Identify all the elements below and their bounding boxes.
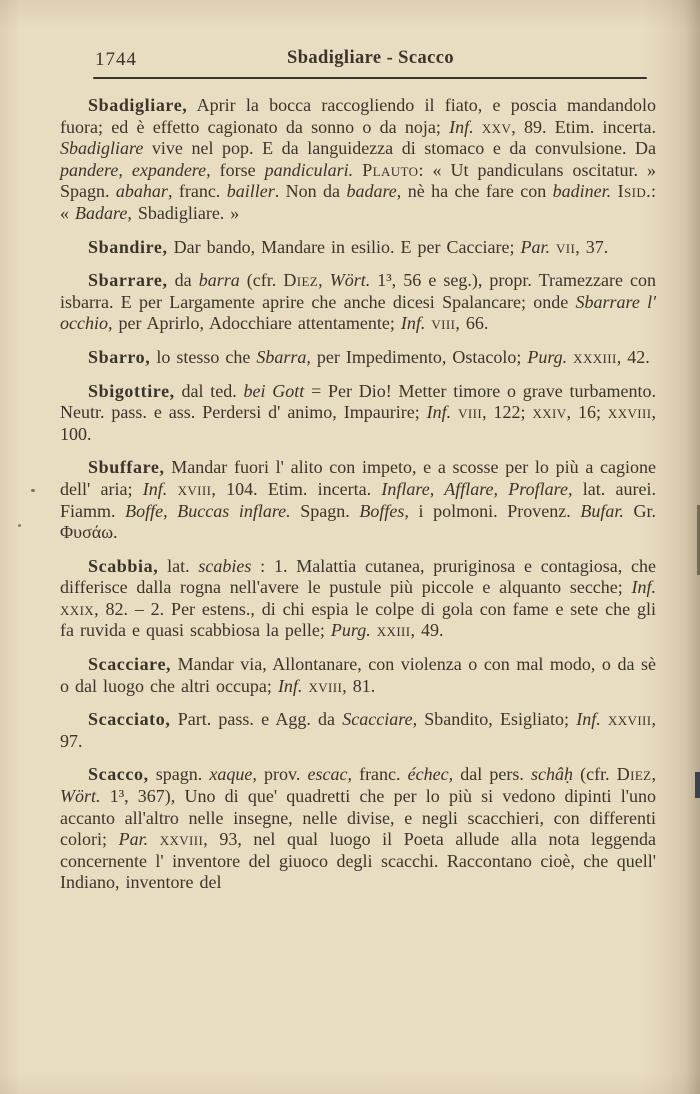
page-number: 1744 (95, 49, 137, 70)
entry-paragraph-sbandire: Sbandire, Dar bando, Mandare in esilio. E per Cacciare; Par. vii, 37. (88, 236, 609, 257)
page-blemish-dot (18, 524, 21, 527)
running-head: Sbadigliare - Scacco (287, 48, 454, 68)
entry-paragraph-scacciare: Scacciare, Mandar via, Allontanare, con violenza o con mal modo, o da sè o dal luogo che altri occupa; Inf. xviii, 81. (60, 654, 656, 696)
header-rule-divider (93, 77, 647, 79)
entry-paragraph-sbarrare: Sbarrare, da barra (cfr. Diez, Wört. 1³, 56 e seg.), propr. Tramezzare con isbarra. E per Largamente aprire che anche dicesi Spalancare; onde Sbarrare l' occhio, per Aprirlo, Adocchiare attentamente; Inf. viii, 66. (60, 270, 657, 334)
page-blemish-dot (31, 489, 35, 492)
entry-paragraph-scacciato: Scacciato, Part. pass. e Agg. da Scacciare, Sbandito, Esigliato; Inf. xxviii, 97. (60, 709, 657, 751)
page-edge-mark (695, 772, 700, 798)
entry-paragraph-sbadigliare: Sbadigliare, Aprir la bocca raccogliendo il fiato, e poscia mandandolo fuora; ed è effetto cagionato da sonno o da noja; Inf. xxv, 89. Etim. incerta. Sbadigliare vive nel pop. E da languidezza di stomaco e da convulsione. Da pandere, expandere, forse pandiculari. Plauto: « Ut pandiculans oscitatur. » Spagn. abahar, franc. bailler. Non da badare, nè ha che fare con badiner. Isid.: « Badare, Sbadigliare. » (60, 95, 657, 223)
dictionary-entries (60, 95, 656, 906)
entry-paragraph-scabbia: Scabbia, lat. scabies : 1. Malattia cutanea, pruriginosa e contagiosa, che differisce dalla rogna nell'avere le pustule più piccole e alquanto secche; Inf. xxix, 82. – 2. Per estens., di chi espia le colpe di gola con fame e sete che gli fa ruvida e quasi scabbiosa la pelle; Purg. xxiii, 49. (60, 555, 656, 641)
entry-paragraph-sbuffare: Sbuffare, Mandar fuori l' alito con impeto, e a scosse per lo più a cagione dell' aria; Inf. xviii, 104. Etim. incerta. Inflare, Afflare, Proflare, lat. aurei. Fiamm. Boffe, Buccas inflare. Spagn. Boffes, i polmoni. Provenz. Bufar. Gr. Φυσάω. (60, 457, 656, 543)
entry-paragraph-sbigottire: Sbigottire, dal ted. bei Gott = Per Dio! Metter timore o grave turbamento. Neutr. pass. e ass. Perdersi d' animo, Impaurire; Inf. viii, 122; xxiv, 16; xxviii, 100. (60, 380, 656, 444)
entry-paragraph-sbarro: Sbarro, lo stesso che Sbarra, per Impedimento, Ostacolo; Purg. xxxiii, 42. (88, 346, 650, 367)
entry-paragraph-scacco: Scacco, spagn. xaque, prov. escac, franc. échec, dal pers. schâḥ (cfr. Diez, Wört. 1³, 367), Uno di que' quadretti che per lo più si vedono dipinti l'uno accanto all'altro nelle insegne, nelle divise, e negli scacchieri, con differenti colori; Par. xxviii, 93, nel qual luogo il Poeta allude alla nota leggenda concernente l' inventore del giuoco degli scacchi. Raccontano cioè, che quell' Indiano, inventore del (60, 764, 656, 893)
